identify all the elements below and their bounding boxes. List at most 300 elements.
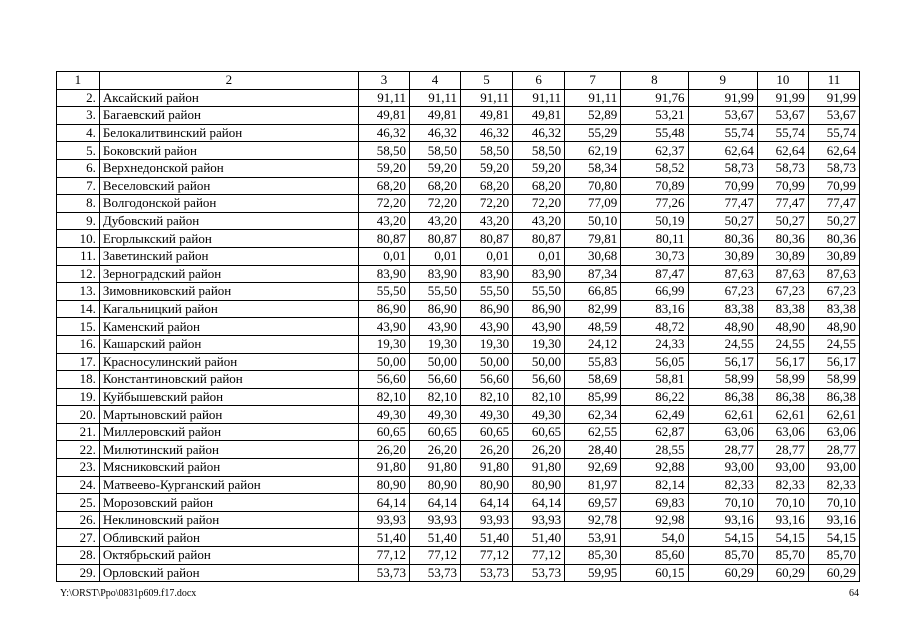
district-name: Аксайский район xyxy=(99,89,358,107)
value-cell: 82,14 xyxy=(621,476,688,494)
value-cell: 49,81 xyxy=(410,107,461,125)
row-number: 20. xyxy=(57,406,100,424)
value-cell: 85,70 xyxy=(688,547,757,565)
value-cell: 91,99 xyxy=(808,89,859,107)
value-cell: 93,93 xyxy=(410,511,461,529)
value-cell: 51,40 xyxy=(513,529,565,547)
value-cell: 49,30 xyxy=(513,406,565,424)
table-row xyxy=(57,142,860,160)
value-cell: 24,55 xyxy=(808,335,859,353)
row-number: 18. xyxy=(57,371,100,389)
value-cell: 58,99 xyxy=(688,371,757,389)
value-cell: 62,19 xyxy=(565,142,621,160)
value-cell: 77,26 xyxy=(621,195,688,213)
value-cell: 46,32 xyxy=(410,124,461,142)
value-cell: 68,20 xyxy=(359,177,410,195)
value-cell: 93,00 xyxy=(757,459,808,477)
value-cell: 58,34 xyxy=(565,159,621,177)
value-cell: 64,14 xyxy=(410,494,461,512)
value-cell: 58,81 xyxy=(621,371,688,389)
value-cell: 82,10 xyxy=(513,388,565,406)
value-cell: 80,90 xyxy=(513,476,565,494)
district-name: Красносулинский район xyxy=(99,353,358,371)
table-row xyxy=(57,494,860,512)
value-cell: 64,14 xyxy=(513,494,565,512)
value-cell: 59,20 xyxy=(513,159,565,177)
row-number: 12. xyxy=(57,265,100,283)
value-cell: 69,83 xyxy=(621,494,688,512)
value-cell: 56,17 xyxy=(688,353,757,371)
district-name: Неклиновский район xyxy=(99,511,358,529)
value-cell: 93,16 xyxy=(688,511,757,529)
value-cell: 48,90 xyxy=(688,318,757,336)
row-number: 26. xyxy=(57,511,100,529)
value-cell: 82,33 xyxy=(808,476,859,494)
value-cell: 70,10 xyxy=(808,494,859,512)
column-header-4: 4 xyxy=(410,72,461,90)
table-row xyxy=(57,406,860,424)
value-cell: 0,01 xyxy=(359,247,410,265)
value-cell: 56,17 xyxy=(808,353,859,371)
value-cell: 58,50 xyxy=(359,142,410,160)
value-cell: 55,74 xyxy=(688,124,757,142)
district-name: Белокалитвинский район xyxy=(99,124,358,142)
district-name: Константиновский район xyxy=(99,371,358,389)
row-number: 19. xyxy=(57,388,100,406)
column-header-7: 7 xyxy=(565,72,621,90)
value-cell: 85,60 xyxy=(621,547,688,565)
value-cell: 91,99 xyxy=(757,89,808,107)
row-number: 29. xyxy=(57,564,100,582)
value-cell: 92,88 xyxy=(621,459,688,477)
column-header-2: 2 xyxy=(99,72,358,90)
value-cell: 26,20 xyxy=(461,441,513,459)
row-number: 2. xyxy=(57,89,100,107)
table-row xyxy=(57,564,860,582)
row-number: 24. xyxy=(57,476,100,494)
value-cell: 91,80 xyxy=(461,459,513,477)
row-number: 15. xyxy=(57,318,100,336)
value-cell: 54,0 xyxy=(621,529,688,547)
value-cell: 80,90 xyxy=(359,476,410,494)
district-name: Обливский район xyxy=(99,529,358,547)
column-header-11: 11 xyxy=(808,72,859,90)
table-row xyxy=(57,353,860,371)
value-cell: 83,38 xyxy=(688,300,757,318)
value-cell: 43,20 xyxy=(513,212,565,230)
value-cell: 28,77 xyxy=(808,441,859,459)
value-cell: 85,70 xyxy=(757,547,808,565)
value-cell: 55,29 xyxy=(565,124,621,142)
value-cell: 58,73 xyxy=(757,159,808,177)
value-cell: 69,57 xyxy=(565,494,621,512)
value-cell: 80,87 xyxy=(359,230,410,248)
value-cell: 67,23 xyxy=(757,283,808,301)
value-cell: 93,93 xyxy=(359,511,410,529)
value-cell: 46,32 xyxy=(359,124,410,142)
value-cell: 80,90 xyxy=(410,476,461,494)
value-cell: 58,99 xyxy=(808,371,859,389)
value-cell: 82,99 xyxy=(565,300,621,318)
value-cell: 49,81 xyxy=(359,107,410,125)
value-cell: 55,74 xyxy=(808,124,859,142)
value-cell: 93,00 xyxy=(688,459,757,477)
value-cell: 70,10 xyxy=(757,494,808,512)
value-cell: 62,64 xyxy=(808,142,859,160)
table-row xyxy=(57,124,860,142)
value-cell: 62,37 xyxy=(621,142,688,160)
table-row xyxy=(57,300,860,318)
district-name: Милютинский район xyxy=(99,441,358,459)
table-header-row xyxy=(57,72,860,90)
value-cell: 43,20 xyxy=(461,212,513,230)
value-cell: 50,27 xyxy=(808,212,859,230)
value-cell: 19,30 xyxy=(513,335,565,353)
value-cell: 87,63 xyxy=(808,265,859,283)
value-cell: 43,90 xyxy=(513,318,565,336)
value-cell: 53,21 xyxy=(621,107,688,125)
value-cell: 92,78 xyxy=(565,511,621,529)
value-cell: 93,00 xyxy=(808,459,859,477)
value-cell: 91,76 xyxy=(621,89,688,107)
value-cell: 83,90 xyxy=(513,265,565,283)
value-cell: 30,89 xyxy=(757,247,808,265)
value-cell: 93,93 xyxy=(461,511,513,529)
value-cell: 92,69 xyxy=(565,459,621,477)
value-cell: 53,73 xyxy=(410,564,461,582)
value-cell: 24,55 xyxy=(688,335,757,353)
value-cell: 48,90 xyxy=(808,318,859,336)
value-cell: 77,47 xyxy=(757,195,808,213)
row-number: 28. xyxy=(57,547,100,565)
district-name: Заветинский район xyxy=(99,247,358,265)
value-cell: 72,20 xyxy=(513,195,565,213)
table-row xyxy=(57,423,860,441)
value-cell: 91,11 xyxy=(565,89,621,107)
footer-file-path: Y:\ORST\Ppo\0831p609.f17.docx xyxy=(60,588,197,599)
value-cell: 55,48 xyxy=(621,124,688,142)
value-cell: 24,12 xyxy=(565,335,621,353)
value-cell: 86,90 xyxy=(359,300,410,318)
value-cell: 77,09 xyxy=(565,195,621,213)
table-row xyxy=(57,265,860,283)
value-cell: 79,81 xyxy=(565,230,621,248)
row-number: 21. xyxy=(57,423,100,441)
value-cell: 93,93 xyxy=(513,511,565,529)
value-cell: 85,70 xyxy=(808,547,859,565)
value-cell: 58,73 xyxy=(688,159,757,177)
value-cell: 55,50 xyxy=(410,283,461,301)
value-cell: 91,80 xyxy=(359,459,410,477)
value-cell: 56,60 xyxy=(359,371,410,389)
district-name: Веселовский район xyxy=(99,177,358,195)
value-cell: 86,90 xyxy=(513,300,565,318)
value-cell: 62,61 xyxy=(808,406,859,424)
value-cell: 68,20 xyxy=(410,177,461,195)
value-cell: 46,32 xyxy=(513,124,565,142)
value-cell: 60,29 xyxy=(757,564,808,582)
value-cell: 43,90 xyxy=(359,318,410,336)
value-cell: 62,34 xyxy=(565,406,621,424)
value-cell: 80,87 xyxy=(513,230,565,248)
value-cell: 46,32 xyxy=(461,124,513,142)
value-cell: 91,80 xyxy=(513,459,565,477)
value-cell: 93,16 xyxy=(757,511,808,529)
value-cell: 67,23 xyxy=(808,283,859,301)
value-cell: 82,10 xyxy=(461,388,513,406)
value-cell: 51,40 xyxy=(461,529,513,547)
district-name: Зимовниковский район xyxy=(99,283,358,301)
value-cell: 59,20 xyxy=(359,159,410,177)
value-cell: 85,99 xyxy=(565,388,621,406)
value-cell: 53,67 xyxy=(808,107,859,125)
value-cell: 54,15 xyxy=(688,529,757,547)
value-cell: 50,27 xyxy=(757,212,808,230)
value-cell: 58,69 xyxy=(565,371,621,389)
district-name: Дубовский район xyxy=(99,212,358,230)
value-cell: 56,60 xyxy=(513,371,565,389)
district-name: Морозовский район xyxy=(99,494,358,512)
value-cell: 43,20 xyxy=(359,212,410,230)
table-row xyxy=(57,283,860,301)
row-number: 3. xyxy=(57,107,100,125)
value-cell: 80,36 xyxy=(688,230,757,248)
value-cell: 55,74 xyxy=(757,124,808,142)
value-cell: 62,61 xyxy=(757,406,808,424)
value-cell: 28,55 xyxy=(621,441,688,459)
value-cell: 50,27 xyxy=(688,212,757,230)
value-cell: 86,38 xyxy=(688,388,757,406)
district-name: Орловский район xyxy=(99,564,358,582)
district-name: Матвеево-Курганский район xyxy=(99,476,358,494)
value-cell: 50,00 xyxy=(410,353,461,371)
row-number: 27. xyxy=(57,529,100,547)
value-cell: 56,05 xyxy=(621,353,688,371)
value-cell: 24,55 xyxy=(757,335,808,353)
value-cell: 91,11 xyxy=(513,89,565,107)
value-cell: 63,06 xyxy=(808,423,859,441)
value-cell: 53,73 xyxy=(461,564,513,582)
value-cell: 28,77 xyxy=(757,441,808,459)
value-cell: 80,90 xyxy=(461,476,513,494)
value-cell: 91,11 xyxy=(461,89,513,107)
value-cell: 49,30 xyxy=(461,406,513,424)
value-cell: 58,50 xyxy=(461,142,513,160)
value-cell: 53,73 xyxy=(513,564,565,582)
value-cell: 86,38 xyxy=(808,388,859,406)
table-body xyxy=(57,89,860,582)
column-header-6: 6 xyxy=(513,72,565,90)
value-cell: 56,60 xyxy=(461,371,513,389)
value-cell: 70,80 xyxy=(565,177,621,195)
value-cell: 0,01 xyxy=(461,247,513,265)
value-cell: 51,40 xyxy=(410,529,461,547)
table-row xyxy=(57,159,860,177)
value-cell: 66,85 xyxy=(565,283,621,301)
district-name: Миллеровский район xyxy=(99,423,358,441)
table-row xyxy=(57,107,860,125)
value-cell: 58,50 xyxy=(410,142,461,160)
district-name: Егорлыкский район xyxy=(99,230,358,248)
value-cell: 60,65 xyxy=(410,423,461,441)
row-number: 14. xyxy=(57,300,100,318)
value-cell: 77,12 xyxy=(461,547,513,565)
value-cell: 82,33 xyxy=(688,476,757,494)
column-header-3: 3 xyxy=(359,72,410,90)
value-cell: 68,20 xyxy=(461,177,513,195)
row-number: 10. xyxy=(57,230,100,248)
value-cell: 62,64 xyxy=(757,142,808,160)
value-cell: 24,33 xyxy=(621,335,688,353)
value-cell: 70,10 xyxy=(688,494,757,512)
district-name: Кашарский район xyxy=(99,335,358,353)
value-cell: 0,01 xyxy=(513,247,565,265)
value-cell: 67,23 xyxy=(688,283,757,301)
value-cell: 53,67 xyxy=(688,107,757,125)
value-cell: 83,38 xyxy=(757,300,808,318)
value-cell: 26,20 xyxy=(359,441,410,459)
value-cell: 60,29 xyxy=(808,564,859,582)
row-number: 13. xyxy=(57,283,100,301)
column-header-5: 5 xyxy=(461,72,513,90)
row-number: 8. xyxy=(57,195,100,213)
value-cell: 53,91 xyxy=(565,529,621,547)
row-number: 9. xyxy=(57,212,100,230)
value-cell: 59,95 xyxy=(565,564,621,582)
value-cell: 48,90 xyxy=(757,318,808,336)
district-name: Верхнедонской район xyxy=(99,159,358,177)
value-cell: 49,30 xyxy=(359,406,410,424)
value-cell: 43,90 xyxy=(410,318,461,336)
table-row xyxy=(57,335,860,353)
value-cell: 70,99 xyxy=(757,177,808,195)
value-cell: 43,20 xyxy=(410,212,461,230)
row-number: 23. xyxy=(57,459,100,477)
value-cell: 68,20 xyxy=(513,177,565,195)
value-cell: 83,90 xyxy=(410,265,461,283)
value-cell: 49,81 xyxy=(513,107,565,125)
district-name: Мартыновский район xyxy=(99,406,358,424)
column-header-1: 1 xyxy=(57,72,100,90)
column-header-8: 8 xyxy=(621,72,688,90)
row-number: 25. xyxy=(57,494,100,512)
value-cell: 62,61 xyxy=(688,406,757,424)
district-name: Волгодонской район xyxy=(99,195,358,213)
value-cell: 82,33 xyxy=(757,476,808,494)
value-cell: 77,12 xyxy=(359,547,410,565)
district-name: Октябрьский район xyxy=(99,547,358,565)
value-cell: 86,90 xyxy=(410,300,461,318)
row-number: 11. xyxy=(57,247,100,265)
value-cell: 48,59 xyxy=(565,318,621,336)
value-cell: 56,17 xyxy=(757,353,808,371)
table-row xyxy=(57,459,860,477)
value-cell: 26,20 xyxy=(410,441,461,459)
data-table xyxy=(56,71,860,582)
table-row xyxy=(57,89,860,107)
value-cell: 49,81 xyxy=(461,107,513,125)
value-cell: 30,89 xyxy=(688,247,757,265)
value-cell: 19,30 xyxy=(359,335,410,353)
value-cell: 87,34 xyxy=(565,265,621,283)
value-cell: 83,38 xyxy=(808,300,859,318)
table-row xyxy=(57,529,860,547)
value-cell: 92,98 xyxy=(621,511,688,529)
value-cell: 80,11 xyxy=(621,230,688,248)
value-cell: 91,11 xyxy=(410,89,461,107)
table-row xyxy=(57,195,860,213)
value-cell: 19,30 xyxy=(410,335,461,353)
value-cell: 58,99 xyxy=(757,371,808,389)
value-cell: 60,65 xyxy=(461,423,513,441)
value-cell: 50,00 xyxy=(461,353,513,371)
value-cell: 91,99 xyxy=(688,89,757,107)
value-cell: 19,30 xyxy=(461,335,513,353)
value-cell: 82,10 xyxy=(410,388,461,406)
value-cell: 77,47 xyxy=(808,195,859,213)
value-cell: 87,47 xyxy=(621,265,688,283)
district-name: Багаевский район xyxy=(99,107,358,125)
table-row xyxy=(57,547,860,565)
value-cell: 60,15 xyxy=(621,564,688,582)
value-cell: 59,20 xyxy=(461,159,513,177)
value-cell: 50,00 xyxy=(359,353,410,371)
value-cell: 72,20 xyxy=(359,195,410,213)
column-header-9: 9 xyxy=(688,72,757,90)
value-cell: 60,29 xyxy=(688,564,757,582)
value-cell: 60,65 xyxy=(359,423,410,441)
row-number: 16. xyxy=(57,335,100,353)
table-row xyxy=(57,441,860,459)
value-cell: 80,36 xyxy=(757,230,808,248)
table-row xyxy=(57,318,860,336)
footer-page-number: 64 xyxy=(849,588,859,599)
district-name: Зерноградский район xyxy=(99,265,358,283)
value-cell: 87,63 xyxy=(688,265,757,283)
value-cell: 53,67 xyxy=(757,107,808,125)
value-cell: 93,16 xyxy=(808,511,859,529)
value-cell: 86,38 xyxy=(757,388,808,406)
value-cell: 50,19 xyxy=(621,212,688,230)
district-name: Кагальницкий район xyxy=(99,300,358,318)
value-cell: 30,89 xyxy=(808,247,859,265)
value-cell: 58,50 xyxy=(513,142,565,160)
value-cell: 72,20 xyxy=(461,195,513,213)
value-cell: 85,30 xyxy=(565,547,621,565)
district-name: Мясниковский район xyxy=(99,459,358,477)
value-cell: 55,50 xyxy=(461,283,513,301)
value-cell: 70,89 xyxy=(621,177,688,195)
value-cell: 62,64 xyxy=(688,142,757,160)
value-cell: 83,90 xyxy=(359,265,410,283)
value-cell: 51,40 xyxy=(359,529,410,547)
value-cell: 66,99 xyxy=(621,283,688,301)
value-cell: 26,20 xyxy=(513,441,565,459)
district-name: Боковский район xyxy=(99,142,358,160)
value-cell: 83,16 xyxy=(621,300,688,318)
row-number: 4. xyxy=(57,124,100,142)
value-cell: 91,80 xyxy=(410,459,461,477)
value-cell: 50,00 xyxy=(513,353,565,371)
value-cell: 80,87 xyxy=(461,230,513,248)
table-row xyxy=(57,212,860,230)
value-cell: 58,73 xyxy=(808,159,859,177)
value-cell: 70,99 xyxy=(688,177,757,195)
value-cell: 54,15 xyxy=(808,529,859,547)
value-cell: 52,89 xyxy=(565,107,621,125)
value-cell: 80,87 xyxy=(410,230,461,248)
value-cell: 55,50 xyxy=(359,283,410,301)
